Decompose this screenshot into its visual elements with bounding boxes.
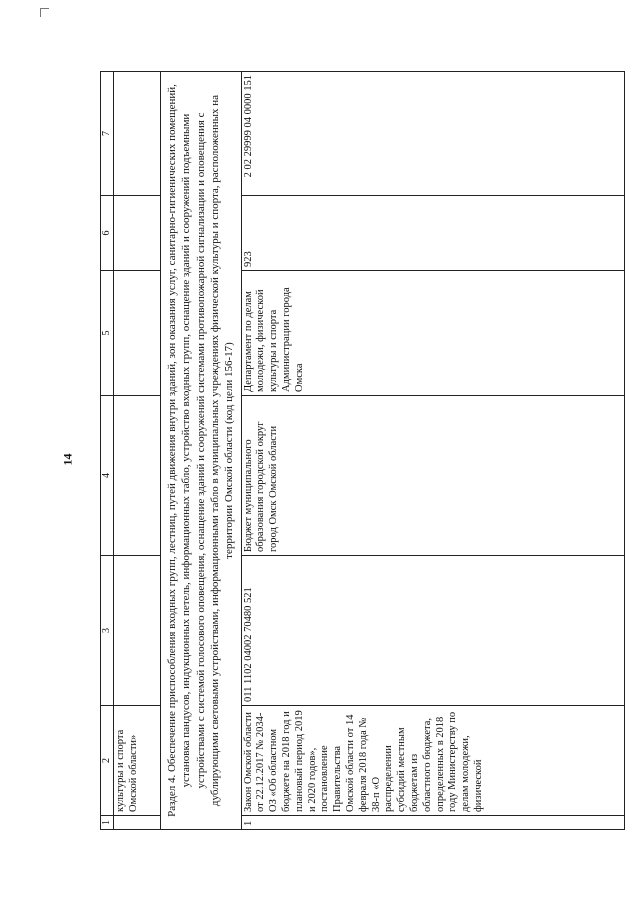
- page-number: 14: [60, 453, 75, 466]
- header-cell: 6: [101, 196, 114, 271]
- table-cell: [114, 816, 161, 830]
- scan-corner-mark: [40, 8, 49, 17]
- header-cell: 5: [101, 271, 114, 396]
- table-cell: [114, 271, 161, 396]
- section-heading: Раздел 4. Обеспечение приспособления входных групп, лестниц, путей движения внутри зданий, зон оказания услуг, санитарно-гигиенических помещений, установка пандусов, индукционных петель, информационных табло, устройство входных групп, оснащение зданий и сооружений подъемными устройствами с системой голосового оповещения, оснащение зданий и сооружений системами противопожарной сигнализации и оповещения с дублирующими световыми устройствами, информационными табло в муниципальных учреждениях физической культуры и спорта, расположенных на территории Омской области (код цели 156-17): [161, 72, 241, 830]
- table-cell: 011 1102 04002 70480 521: [241, 556, 624, 706]
- table-cell: Бюджет муниципального образования городской округ город Омск Омской области: [241, 396, 624, 556]
- table-cell: Департамент по делам молодежи, физической культуры и спорта Администрации города Омска: [241, 271, 624, 396]
- table-cell: культуры и спорта Омской области»: [114, 706, 161, 816]
- header-cell: 1: [101, 816, 114, 830]
- header-cell: 4: [101, 396, 114, 556]
- document-table: [100, 71, 625, 830]
- table-cell: Закон Омской области от 22.12.2017 № 2034-ОЗ «Об областном бюджете на 2018 год и плановый период 2019 и 2020 годов», постановление Правительства Омской области от 14 февраля 2018 года № 38-п «О распределении субсидий местным бюджетам из областного бюджета, определенных в 2018 году Министерству по делам молодежи, физической: [241, 706, 624, 816]
- table-cell: [114, 556, 161, 706]
- table-cell: [114, 196, 161, 271]
- table-cell: 1: [241, 816, 624, 830]
- table-header-row: [101, 72, 114, 830]
- header-cell: 3: [101, 556, 114, 706]
- table-cell: 923: [241, 196, 624, 271]
- header-cell: 7: [101, 72, 114, 196]
- table-row: [241, 72, 624, 830]
- section-heading-row: [161, 72, 241, 830]
- table-cell: [114, 396, 161, 556]
- rotated-table-container: [100, 72, 611, 830]
- table-row: [114, 72, 161, 830]
- table-cell: 2 02 29999 04 0000 151: [241, 72, 624, 196]
- header-cell: 2: [101, 706, 114, 816]
- table-cell: [114, 72, 161, 196]
